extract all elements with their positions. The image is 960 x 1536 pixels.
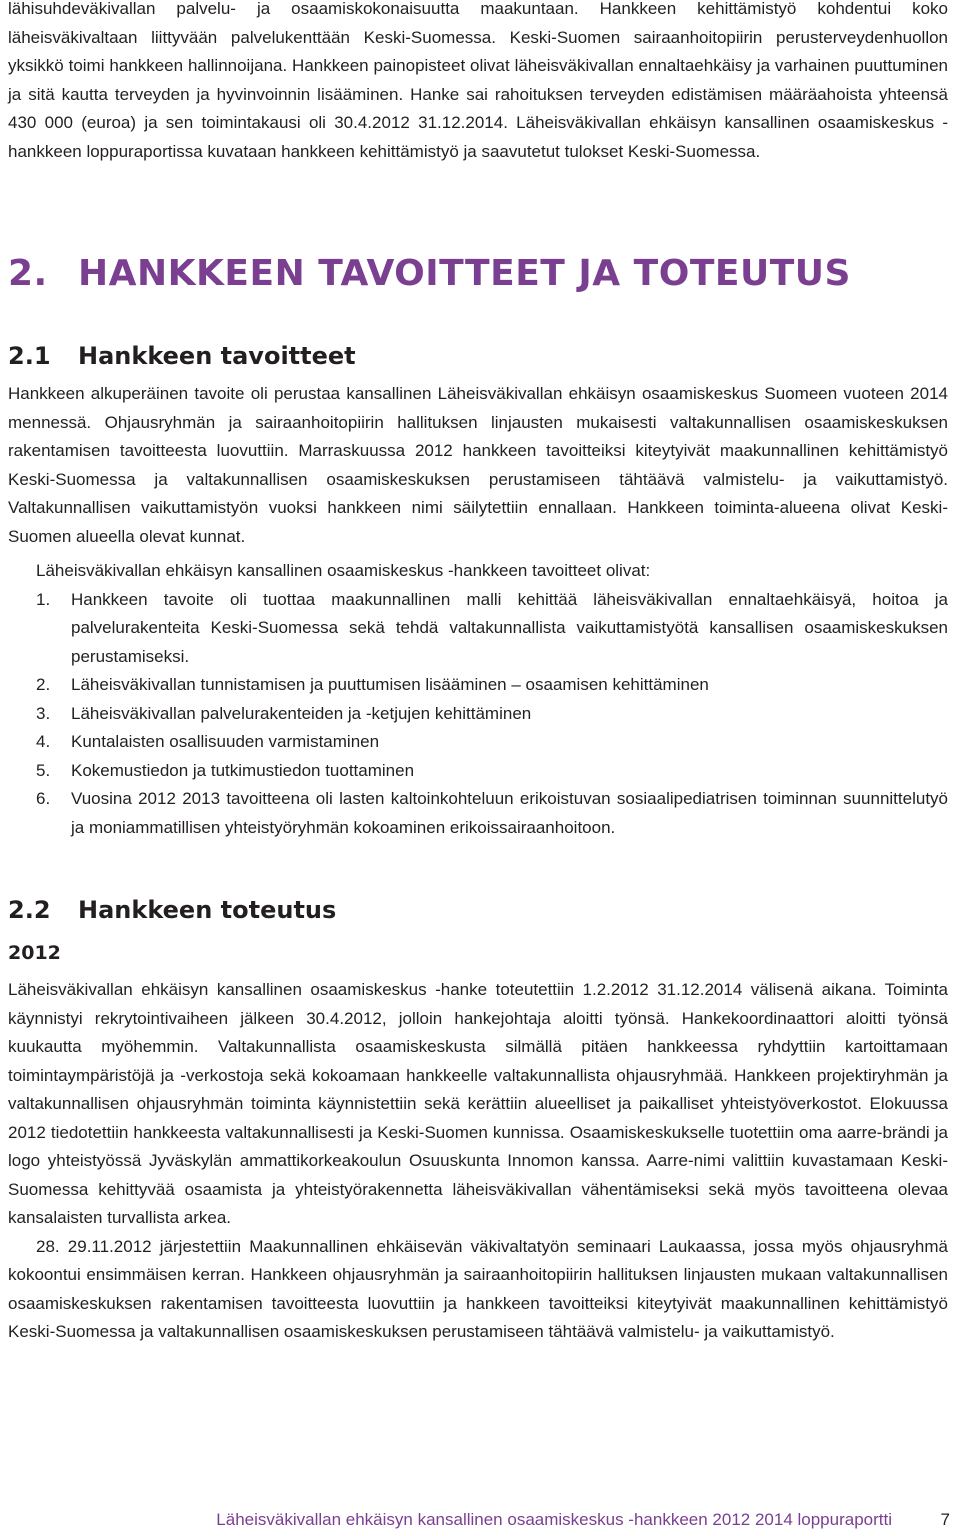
list-item [8, 757, 948, 786]
document-page [8, 0, 948, 1347]
goals-lead-in: Läheisväkivallan ehkäisyn kansallinen osaamiskeskus -hankkeen tavoitteet olivat: [36, 561, 651, 580]
year-heading: 2012 [8, 942, 61, 964]
goals-paragraph: Hankkeen alkuperäinen tavoite oli perustaa kansallinen Läheisväkivallan ehkäisyn osaamiskeskus Suomeen vuoteen 2014 mennessä. Ohjausryhmän ja sairaanhoitopiirin hallituksen linjausten mukaisesti valtakunnallisen osaamiskeskuksen rakentamisen tavoitteesta luovuttiin. Marraskuussa 2012 hankkeen tavoitteiksi kiteytyivät maakunnallinen kehittämistyö Keski-Suomessa ja valtakunnallisen osaamiskeskuksen perustamiseen tähtäävä valmistelu- ja vaikuttamistyö. Valtakunnallisen vaikuttamistyön vuoksi hankkeen nimi säilytettiin ennallaan. Hankkeen toiminta-alueena olivat Keski-Suomen alueella olevat kunnat. [8, 384, 948, 546]
list-number: 6. [36, 789, 51, 808]
list-text: Vuosina 2012 2013 tavoitteena oli lasten kaltoinkohteluun erikoistuvan sosiaalipediatrisen toiminnan suunnittelutyö ja moniammatillisen yhteistyöryhmän kokoaminen erikoissairaanhoitoon. [71, 789, 948, 837]
intro-paragraph: lähisuhdeväkivallan palvelu- ja osaamiskokonaisuutta maakuntaan. Hankkeen kehittämistyö kohdentui koko läheisväkivaltaan liittyvään palvelukenttään Keski-Suomessa. Keski-Suomen sairaanhoitopiirin perusterveydenhuollon yksikkö toimi hankkeen hallinnoijana. Hankkeen painopisteet olivat läheisväkivallan ennaltaehkäisy ja varhainen puuttuminen ja sitä kautta terveyden ja hyvinvoinnin lisääminen. Hanke sai rahoituksen terveyden edistämisen määräahoista yhteensä 430 000 (euroa) ja sen toimintakausi oli 30.4.2012 31.12.2014. Läheisväkivallan ehkäisyn kansallinen osaamiskeskus -hankkeen loppuraportissa kuvataan hankkeen kehittämistyö ja saavutetut tulokset Keski-Suomessa. [8, 0, 948, 161]
list-number: 1. [36, 589, 51, 609]
section-heading-2-1 [8, 340, 948, 372]
section-number: 2.1 [8, 342, 51, 370]
list-text: Läheisväkivallan palvelurakenteiden ja -ketjujen kehittäminen [71, 703, 532, 723]
list-text: Läheisväkivallan tunnistamisen ja puuttumisen lisääminen – osaamisen kehittäminen [71, 675, 709, 694]
list-item [8, 785, 948, 842]
list-text: Kokemustiedon ja tutkimustiedon tuottaminen [71, 760, 415, 780]
section-title: Hankkeen tavoitteet [78, 342, 356, 370]
list-number: 4. [36, 732, 51, 751]
list-item [8, 728, 948, 757]
list-number: 5. [36, 760, 51, 780]
seminar-paragraph: 28. 29.11.2012 järjestettiin Maakunnallinen ehkäisevän väkivaltatyön seminaari Laukaassa, jossa myös ohjausryhmä kokoontui ensimmäisen kerran. Hankkeen ohjausryhmän ja sairaanhoitopiirin hallituksen linjausten mukaan valtakunnallisen osaamiskeskuksen rakentamisen tavoitteesta luovuttiin ja hankkeen tavoitteiksi kiteytyivät maakunnallinen kehittämistyö Keski-Suomessa ja valtakunnallisen osaamiskeskuksen perustamiseen tähtäävä valmistelu- ja vaikuttamistyö. [8, 1236, 948, 1341]
section-number: 2.2 [8, 896, 51, 924]
goals-list [8, 586, 948, 843]
list-item [8, 671, 948, 700]
list-item [8, 700, 948, 729]
implementation-paragraph: Läheisväkivallan ehkäisyn kansallinen osaamiskeskus -hanke toteutettiin 1.2.2012 31.12.2014 välisenä aikana. Toiminta käynnistyi rekrytointivaiheen jälkeen 30.4.2012, jolloin hankejohtaja aloitti työnsä. Hankekoordinaattori aloitti työnsä kuukautta myöhemmin. Valtakunnallista osaamiskeskusta silmällä pitäen hankkeessa ryhdyttiin kartoittamaan toimintaympäristöjä ja -verkostoja sekä kokoamaan hankkeelle valtakunnallista ohjausryhmää. Hankkeen projektiryhmän ja valtakunnallisen ohjausryhmän toiminta käynnistettiin sekä kerättiin alueelliset ja paikalliset yhteistyöverkostot. Elokuussa 2012 tiedotettiin hankkeesta valtakunnallisesti ja Keski-Suomen kunnissa. Osaamiskeskukselle tuotettiin oma aarre-brändi ja logo yhteistyössä Jyväskylän ammattikorkeakoulun Osuuskunta Innomon kanssa. Aarre-nimi valittiin kuvastamaan Keski-Suomessa kehittyvää osaamista ja yhteistyörakennetta läheisväkivallan vähentämiseksi sekä myös tavoitteena olevaa kansalaisten turvallista arkea. [8, 980, 948, 1227]
footer-title: Läheisväkivallan ehkäisyn kansallinen osaamiskeskus -hankkeen 2012 2014 loppuraportti [216, 1510, 892, 1529]
chapter-heading [8, 252, 948, 296]
chapter-title: HANKKEEN TAVOITTEET JA TOTEUTUS [78, 253, 851, 294]
list-text: Kuntalaisten osallisuuden varmistaminen [71, 732, 380, 751]
list-item [8, 586, 948, 672]
list-number: 3. [36, 703, 51, 723]
list-text: Hankkeen tavoite oli tuottaa maakunnallinen malli kehittää läheisväkivallan ennaltaehkäisyä, hoitoa ja palvelurakenteita Keski-Suomessa sekä tehdä valtakunnallista vaikuttamistyötä kansallisen osaamiskeskuksen perustamiseksi. [71, 589, 948, 666]
section-title: Hankkeen toteutus [78, 896, 337, 924]
section-heading-2-2 [8, 894, 948, 926]
list-number: 2. [36, 675, 51, 694]
page-number: 7 [940, 1510, 950, 1529]
chapter-number: 2. [8, 253, 48, 294]
